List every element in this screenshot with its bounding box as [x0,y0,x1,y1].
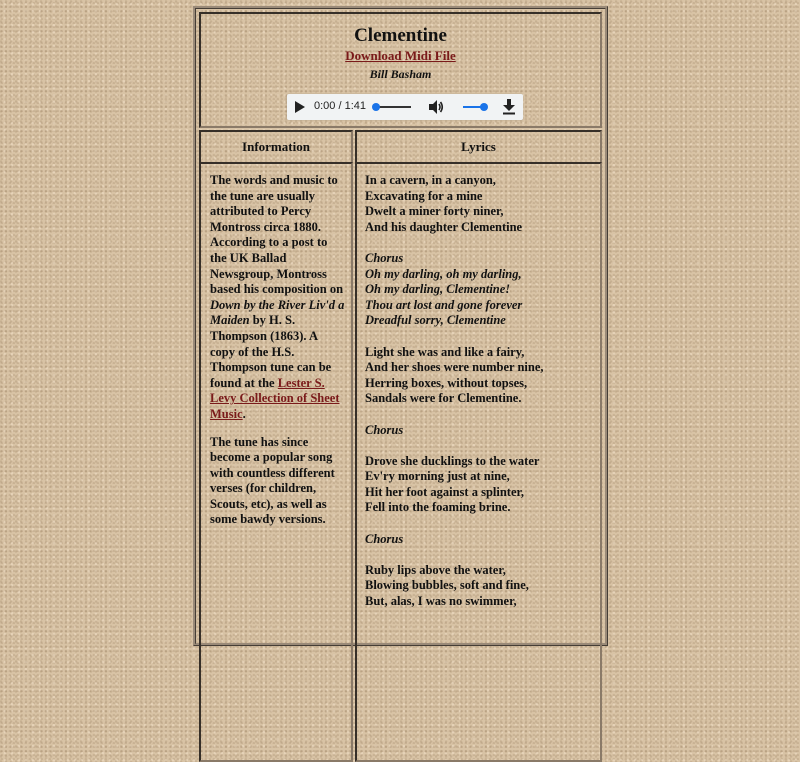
info-text-b: by H. S. Thompson (1863). A copy of the H.S. Thompson tune can be found at the [210,313,332,390]
song-title-reference: Down by the River Liv'd a Maiden [210,297,345,328]
info-paragraph-2: The tune has since become a popular song with countless different verses (for children, Scouts, etc), as well as some bawdy versions. [210,434,335,527]
lyric-line: Herring boxes, without topses, [365,375,528,390]
lyrics-column-header: Lyrics [355,130,602,164]
information-column-header: Information [199,130,353,164]
lyric-line: Light she was and like a fairy, [365,344,525,359]
chorus-line: Oh my darling, Clementine! [365,282,511,297]
audio-player [287,94,523,120]
lyric-line: In a cavern, in a canyon, [365,173,496,187]
volume-slider[interactable] [463,106,485,108]
main-table [193,6,608,646]
lyric-line: Dwelt a miner forty niner, [365,204,504,219]
chorus-line: Dreadful sorry, Clementine [365,313,506,328]
progress-slider[interactable] [373,106,411,108]
volume-icon[interactable] [428,100,444,114]
lyric-line: Ev'ry morning just at nine, [365,469,510,484]
lyric-line: Blowing bubbles, soft and fine, [365,578,529,593]
information-cell [199,162,353,762]
lyric-line: Sandals were for Clementine. [365,391,522,406]
info-text-a: The words and music to the tune are usually attributed to Percy Montross circa 1880. According to a post to the UK Ballad Newsgroup, Montross based his composition on [210,173,344,297]
lyric-line: Hit her foot against a splinter, [365,484,525,499]
lyric-line: Ruby lips above the water, [365,562,506,577]
lyric-line: And her shoes were number nine, [365,360,544,375]
lyric-line: Drove she ducklings to the water [365,453,540,468]
lyric-line: And his daughter Clementine [365,219,523,234]
download-icon[interactable] [502,99,516,115]
chorus-label: Chorus [365,422,404,437]
page-title: Clementine [354,25,447,46]
lyrics-cell [355,162,602,762]
chorus-line: Thou art lost and gone forever [365,297,523,312]
lyric-line: But, alas, I was no swimmer, [365,594,517,609]
info-text-c: . [242,406,246,421]
lyric-line: Fell into the foaming brine. [365,500,511,515]
download-midi-link[interactable]: Download Midi File [345,48,456,63]
header-cell [199,12,602,128]
lyric-line: Excavating for a mine [365,188,483,203]
chorus-line: Oh my darling, oh my darling, [365,266,522,281]
levy-collection-link[interactable]: Lester S. Levy Collection of Sheet Music [210,375,340,421]
play-icon[interactable] [295,101,305,113]
info-paragraph-1 [210,173,345,423]
progress-thumb[interactable] [372,103,380,111]
volume-thumb[interactable] [480,103,488,111]
author-name: Bill Basham [369,67,432,81]
chorus-label: Chorus [365,531,404,546]
time-readout: 0:00 / 1:41 [314,100,366,112]
chorus-label: Chorus [365,250,404,265]
